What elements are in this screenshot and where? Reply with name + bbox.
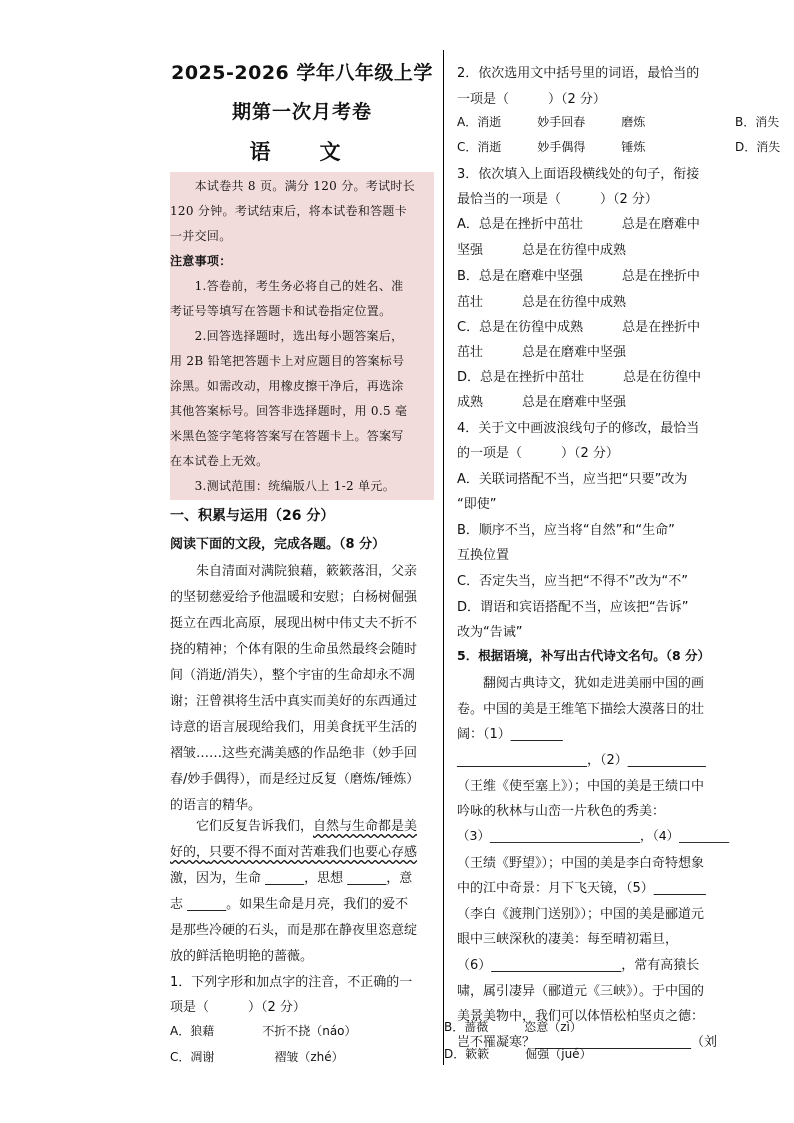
q3-option-line: A．总是在挫折中茁壮 总是在磨难中: [457, 217, 700, 232]
q1-option-b: B．蔷薇 恣意（zì）: [444, 1020, 582, 1034]
q4-option-line: D．谓语和宾语搭配不当，应该把“告诉”: [457, 600, 689, 615]
q5-line: （王绩《野望》）；中国的美是李白奇特想象: [457, 856, 705, 871]
passage-line: 的语言的精华。: [170, 798, 262, 813]
q4-option-line: “即使”: [457, 497, 497, 512]
q5-line: 美景美物中，我们可以体悟松柏坚贞之德：: [457, 1009, 705, 1024]
q5-last-line: 岂不罹凝寒？________________________（刘: [457, 1035, 718, 1050]
q3-stem: 3．依次填入上面语段横线处的句子，衔接: [457, 167, 700, 182]
passage2-line: 放的鲜活艳明艳的蔷薇。: [170, 949, 314, 964]
subject-title: 语 文: [249, 140, 355, 164]
passage-line: 褶皱……这些充满美感的作品绝非（妙手回: [170, 746, 418, 761]
notice-heading: 注意事项：: [170, 254, 232, 268]
notice-line: 考证号等填写在答题卡和试卷指定位置。: [170, 304, 392, 318]
notice-line: 米黑色签字笔将答案写在答题卡上。答案写: [170, 429, 404, 443]
passage2-line: [170, 815, 417, 834]
exam-title-line2: 期第一次月考卷: [231, 101, 372, 123]
wavy-underlined-text: 只要不得不面对苦难我们也要心存感: [209, 845, 418, 860]
q4-option-line: C．否定失当，应当把“不得不”改为“不”: [457, 574, 689, 589]
q5-line: ____________________，（2）____________: [457, 753, 706, 768]
q3-option-line: 坚强 总是在彷徨中成熟: [457, 243, 627, 258]
column-divider: [443, 50, 444, 1065]
q2-option-d: D．消失: [735, 140, 781, 154]
q2-option-b: B．消失: [735, 115, 780, 129]
q5-heading: 5．根据语境，补写出古代诗文名句。（8 分）: [457, 648, 710, 663]
q5-line: 阔：（1）________: [457, 727, 563, 742]
notice-line: 2.回答选择题时，选出每小题答案后，: [170, 329, 404, 343]
notice-line: 在本试卷上无效。: [170, 454, 269, 468]
passage-line: 春/妙手偶得），而是经过反复（磨炼/锤炼）: [170, 772, 420, 787]
q4-option-line: 改为“告诫”: [457, 625, 523, 640]
passage-line: 谢；汪曾祺将生活中真实而美好的东西通过: [170, 694, 418, 709]
passage-line: 的坚韧慈爱给予他温暖和安慰；白杨树倔强: [170, 590, 418, 605]
q5-line: （6）____________________，常有高猿长: [457, 958, 700, 973]
notice-line: 1.答卷前，考生务必将自己的姓名、准: [170, 279, 404, 293]
q5-line: 眼中三峡深秋的凄美：每至晴初霜旦，: [457, 932, 679, 947]
q1-option-d: D．簌簌 倔强（jué）: [444, 1047, 592, 1061]
passage2-line: 激，因为，生命 ______，思想 ______，意: [170, 871, 413, 886]
q3-option-line: D．总是在挫折中茁壮 总是在彷徨中: [457, 370, 702, 385]
passage-line: 朱自清面对满院狼藉，簌簌落泪，父亲: [170, 564, 418, 579]
passage-line: 挺立在西北高原，展现出树中伟丈夫不折不: [170, 616, 418, 631]
q3-option-line: 茁壮 总是在磨难中坚强: [457, 345, 627, 360]
q4-option-line: A．关联词搭配不当，应当把“只要”改为: [457, 472, 688, 487]
passage-line: 挠的精神；个体有限的生命虽然最终会随时: [170, 642, 418, 657]
reading-instruction: 阅读下面的文段，完成各题。（8 分）: [170, 537, 386, 552]
passage2-line: 是那些冷硬的石头，而是那在静夜里恣意绽: [170, 923, 418, 938]
notice-line: 本试卷共 8 页。满分 120 分。考试时长: [170, 179, 415, 193]
q3-option-line: C．总是在彷徨中成熟 总是在挫折中: [457, 320, 701, 335]
wavy-underlined-text: 自然与生命都是美: [313, 819, 418, 834]
exam-title-line1: 2025-2026 学年八年级上学: [171, 62, 433, 84]
q1-option-a: A．狼藉 不折不挠（náo）: [170, 1024, 357, 1038]
q3-option-line: 茁壮 总是在彷徨中成熟: [457, 295, 627, 310]
q2-stem: 一项是（ ）（2 分）: [457, 92, 606, 107]
notice-line: 涂黑。如需改动，用橡皮擦干净后，再选涂: [170, 379, 404, 393]
notice-line: 其他答案标号。回答非选择题时，用 0.5 毫: [170, 404, 408, 418]
q2-option-a: A．消逝 妙手回春 磨炼: [457, 115, 646, 129]
q3-option-line: B．总是在磨难中坚强 总是在挫折中: [457, 269, 700, 284]
passage2-line: [170, 841, 417, 860]
passage2-text: 它们反复告诉我们，: [170, 819, 314, 834]
q1-option-c: C．凋谢 褶皱（zhé）: [170, 1050, 344, 1064]
q5-line: 翻阅古典诗文，犹如走进美丽中国的画: [457, 676, 705, 691]
q5-line: 卷。中国的美是王维笔下描绘大漠落日的壮: [457, 702, 705, 717]
passage-line: 间（消逝/消失），整个宇宙的生命却永不凋: [170, 668, 415, 683]
q5-line: 中的江中奇景：月下飞天镜，（5）________: [457, 881, 706, 896]
q1-stem: 项是（ ）（2 分）: [170, 1000, 306, 1015]
notice-line: 一并交回。: [170, 229, 232, 243]
wavy-underlined-text: 好的，: [170, 845, 210, 860]
q5-line: 吟咏的秋林与山峦一片秋色的秀美：: [457, 804, 666, 819]
q5-line: （李白《渡荆门送别》）；中国的美是郦道元: [457, 907, 705, 922]
q1-stem: 1．下列字形和加点字的注音，不正确的一: [170, 975, 413, 990]
q4-option-line: B．顺序不当，应当将“自然”和“生命”: [457, 523, 675, 538]
notice-line: 120 分钟。考试结束后，将本试卷和答题卡: [170, 204, 408, 218]
q4-stem: 的一项是（ ）（2 分）: [457, 446, 619, 461]
q2-stem: 2．依次选用文中括号里的词语，最恰当的: [457, 66, 700, 81]
q5-line: （王维《使至塞上》）；中国的美是王绩口中: [457, 779, 705, 794]
notice-line: 用 2B 铅笔把答题卡上对应题目的答案标号: [170, 354, 405, 368]
q5-line: （3）________________________，（4）________: [457, 828, 730, 843]
q4-option-line: 互换位置: [457, 548, 510, 563]
passage-line: 诗意的语言展现给我们，用美食抚平生活的: [170, 720, 418, 735]
notice-line: 3.测试范围：统编版八上 1-2 单元。: [170, 479, 396, 493]
q3-option-line: 成熟 总是在磨难中坚强: [457, 395, 627, 410]
passage2-line: 志 ______。如果生命是月亮，我们的爱不: [170, 897, 409, 912]
q3-stem: 最恰当的一项是（ ）（2 分）: [457, 192, 658, 207]
q4-stem: 4．关于文中画波浪线句子的修改，最恰当: [457, 421, 700, 436]
q2-option-c: C．消逝 妙手偶得 锤炼: [457, 140, 646, 154]
q5-line: 啸，属引凄异（郦道元《三峡》）。于中国的: [457, 984, 705, 999]
section-heading: 一、积累与运用（26 分）: [170, 508, 335, 524]
